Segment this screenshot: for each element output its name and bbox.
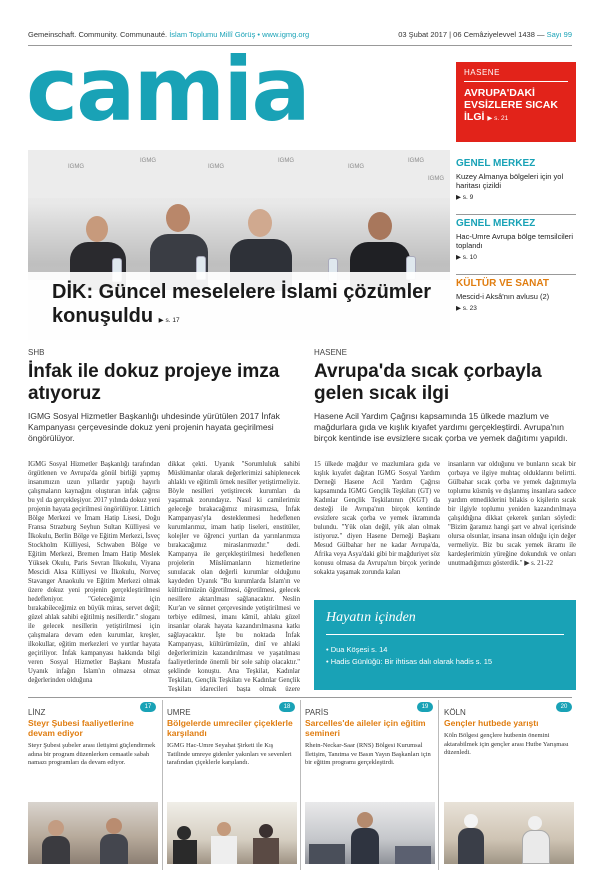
camia-logo: camia bbox=[26, 38, 309, 141]
teaser-sidebar bbox=[456, 155, 576, 335]
issue-info bbox=[398, 30, 572, 39]
umre-photo[interactable] bbox=[167, 802, 297, 864]
teaser-headline: Gençler hutbede yarıştı bbox=[444, 718, 539, 728]
teaser-section: KÜLTÜR VE SANAT bbox=[456, 278, 549, 289]
hasene-body-col2: insanların var olduğunu ve bunların sıcak bir çorbaya ve ilgiye muhtaç olduklarını belirtti. Gülbahar sıcak çorba ve yemek dağıtımıyla toplumu küsmüş ve dışlanmış insanlara sadece yardım etmediklerini bilakis o kişilerin sıcak bir ilgiyle toplumu yeniden kazandırılmaya çalışıldığına dikkat çekerek şunları söyledi: "Bizim ğaramız hangi şart ve ahval içerisinde olursa olsunlar, insana insan olduğu için değer vermeliyiz. Biz bu sıcak yemek ikramı ile kardeşlerimizin yüreğine dokunduk ve onları unutmadığımızı gösterdik." ▶ s. 21-22 bbox=[448, 461, 576, 567]
backdrop-logo: IGMG bbox=[140, 158, 156, 164]
article-headline[interactable]: Avrupa'da sıcak çorbayla gelen sıcak ilgi bbox=[314, 361, 542, 404]
teaser-item[interactable] bbox=[456, 155, 576, 215]
page-badge: 17 bbox=[140, 702, 156, 712]
masthead-tagline: Gemeinschaft. Community. Communauté. İslam Toplumu Millî Görüş • www.igmg.org bbox=[28, 30, 310, 39]
article-section: SHB bbox=[28, 348, 45, 357]
org-link[interactable]: İslam Toplumu Millî Görüş • www.igmg.org bbox=[169, 30, 310, 39]
backdrop-logo: IGMG bbox=[68, 164, 84, 170]
page-badge: 19 bbox=[417, 702, 433, 712]
teaser-location: PARİS bbox=[305, 708, 329, 717]
hasene-promo-box[interactable] bbox=[456, 62, 576, 142]
conference-backdrop bbox=[28, 150, 450, 198]
teaser-section: GENEL MERKEZ bbox=[456, 158, 536, 169]
teaser-text: IGMG Hac-Umre Seyahat Şirketi ile Kış Tatilinde umreye gidenler yakınları ve sevenleri tarafından çiçeklerle karşılandı. bbox=[167, 742, 292, 766]
backdrop-logo: IGMG bbox=[428, 176, 444, 182]
backdrop-logo: IGMG bbox=[348, 164, 364, 170]
infak-body-col2: dikkat çekti. Uyanık "Sorumluluk sahibi Müslümanlar olarak değerlerimizi sahiplenecek ahlaklı ve eğitimli örnek nesiller yetiştirmeliyiz. Böyle nesilleri yetiştirecek kurumları da yaşatmak zorundayız. Nasıl ki camilerimiz geleceğe bırakacağımız mirasımızsa, İnfak Kampanyası'yla desteklenmesi hedeflenen kurumlarımız, imam hatip liseleri, enstitüler, kolejler ve öğrenci yurtları da yarınlarımıza bırakacağımız miraslarımızdır." dedi. Kampanya ile gerçekleştirilmesi hedeflenen projelerin Müslümanların hizmetlerine sunulacak olan değerli kurumlar olduğunu kaydeden Uyanık "Bu kurumlarda İslam'ın ve kültürümüzün öğretilmesi, öğretilmesi, gelecek nesillere aktarılması sağlanacaktır. Neslin Kur'an ve sünnet çerçevesinde yetiştirilmesi ve terbiye edilmesi, imanı kâmil, ahlakı güzel insanlar olarak hayata kazandırılmasına katkı sağlayacaktır. İşte bu noktada İnfak Kampanyası, kültürümüzün, dinî ve ahlaki değerlerimizin kazandırılması ve yaşatılması faaliyetlerinde önemli bir sole sahip olacaktır." şeklinde konuştu. Ana Teşkilat, Kadınlar Teşkilatı, Gençlik Teşkilatı ve Kadınlar Gençlik Teşkilatı idarecileri başta olmak üzere bbox=[168, 461, 300, 692]
promo-divider bbox=[464, 81, 568, 82]
column-divider bbox=[300, 700, 301, 870]
issue-number: Sayı 99 bbox=[546, 30, 572, 39]
box-list bbox=[326, 645, 564, 666]
article-section: HASENE bbox=[314, 348, 347, 357]
box-list-item[interactable]: • Hadis Günlüğü: Bir ihtisas dalı olarak hadis s. 15 bbox=[326, 657, 493, 666]
teaser-text: Kuzey Almanya bölgeleri için yol haritası çizildi bbox=[456, 172, 564, 190]
teaser-item[interactable] bbox=[456, 215, 576, 275]
article-lede: Hasene Acil Yardım Çağrısı kapsamında 15 ülkede mazlum ve mağdurlara gıda ve kışlık kıyafet yardımı gerçekleştirdi. Avrupa'nın birçok kentinde ise evsizlere sıcak çorba ve yemek dağıtımı yapıldı. bbox=[314, 411, 568, 443]
infak-body-col1: IGMG Sosyal Hizmetler Başkanlığı tarafından örgütlenen ve Avrupa'da gönül birliği yapmış insanımızın uzun yıllardır yaptığı hayırlı çalışmaların kaynağını oluşturan infak çağrısı bu yıl da gerçekleşiyor. 2017 yılında dokuz yeni projenin hayata geçirilmesi öngörülüyor. Lüttich Bölge Merkezi ve İmam Hatip Lisesi, Doğu Fransa Strazburg Seyhun Sultan Külliyesi ve İlkokulu, Berlin Bölge ve Eğitim Merkezi, İsveç Stockholm Külliyesi, Schwaben Bölge ve Eğitim Merkezi, Bremen İmam Hatip Meslek Yüksek Okulu, Paris Sevran İlkokulu, Viyana Mescidi Aksa Külliyesi ve İlkokulu, Norveç Stavanger Anaokulu ve Eğitim Merkezi olmak üzere dokuz yeni projenin gerçekleştirilmesi hedefleniyor. "Geleceğimiz için bırakabileceğimiz en büyük miras, servet değil; güzel ahlak sahibi eğitilmiş nesillerdir." sloganı ile gelecek nesillerin yetiştirilmesi için çalışmalara devam eden kurumlar, kreşler, ilkokullar, eğitim merkezleri ve yurtlar hayata geçiriliyor. İnfak kampanyası hakkında bilgi veren Sosyal Hizmetler Başkanı Mustafa Uyanık infağın İslam'ın olmazsa olmaz değerlerinden olduğuna bbox=[28, 461, 160, 684]
issue-date: 03 Şubat 2017 bbox=[398, 30, 448, 39]
teaser-location: LİNZ bbox=[28, 708, 46, 717]
issue-hijri: | 06 Cemâziyelevvel 1438 — bbox=[449, 30, 545, 39]
teaser-location: KÖLN bbox=[444, 708, 466, 717]
teaser-headline: Steyr Şubesi faaliyetlerine devam ediyor bbox=[28, 718, 134, 738]
column-divider bbox=[162, 700, 163, 870]
promo-section: HASENE bbox=[464, 68, 500, 77]
teaser-page-ref: ▶ s. 23 bbox=[456, 305, 477, 312]
page-badge: 18 bbox=[279, 702, 295, 712]
teaser-text: Rhein-Neckar-Saar (RNS) Bölgesi Kurumsal İletişim, Tanıtma ve Basın Yayın Başkanları için bir eğitim programı gerçekleştirdi. bbox=[305, 742, 431, 766]
regional-teaser[interactable] bbox=[28, 702, 158, 768]
koln-photo[interactable] bbox=[444, 802, 574, 864]
teaser-item[interactable] bbox=[456, 275, 576, 335]
teaser-headline: Sarcelles'de aileler için eğitim semineri bbox=[305, 718, 426, 738]
backdrop-logo: IGMG bbox=[208, 164, 224, 170]
box-list-item[interactable]: • Dua Köşesi s. 14 bbox=[326, 645, 388, 654]
promo-page-ref: ▶ s. 21 bbox=[487, 115, 509, 122]
teaser-headline: Bölgelerde umreciler çiçeklerle karşılandı bbox=[167, 718, 293, 738]
teaser-page-ref: ▶ s. 10 bbox=[456, 254, 477, 261]
hayatin-icinden-box bbox=[314, 600, 576, 690]
backdrop-logo: IGMG bbox=[278, 158, 294, 164]
linz-photo[interactable] bbox=[28, 802, 158, 864]
teaser-location: UMRE bbox=[167, 708, 191, 717]
infak-article-header bbox=[28, 348, 298, 444]
lead-photo[interactable] bbox=[28, 150, 450, 340]
hasene-body-col1: 15 ülkede mağdur ve mazlumlara gıda ve kışlık kıyafet dağıtan IGMG Sosyal Yardım Derneği Hasene Acil Yardım Çağrısı kapsamında IGMG Gençlik Teşkilatı (GT) ve Kadınlar Gençlik Teşkilatının (KGT) da desteği ile Avrupa'nın birçok kentinde evsizlere sıcak çorba ve yemek ikramında bulundu. "Yük olan değil, yük alan olmak istiyoruz." diyen Hasene Derneği Başkanı Mesud Gülbahar her ne kadar Avrupa'da, Afrika veya Asya'daki gibi bir mağduriyet söz konusu olmasa da Avrupa'nın birçok yerinde sokakta yaşamak zorunda kalan bbox=[314, 461, 440, 576]
teaser-text: Mescid-i Aksâ'nın avlusu (2) bbox=[456, 292, 550, 301]
teaser-text: Steyr Şubesi şubeler arası iletişimi güçlendirmek adına bir program düzenlerken cemaatle sabah namazı programları da devam ediyor. bbox=[28, 742, 156, 766]
bottom-rule bbox=[28, 697, 572, 698]
page-badge: 20 bbox=[556, 702, 572, 712]
regional-teaser[interactable] bbox=[305, 702, 435, 768]
promo-headline: AVRUPA'DAKİ EVSİZLERE SICAK İLGİ ▶ s. 21 bbox=[464, 87, 558, 123]
box-title: Hayatın içinden bbox=[326, 610, 416, 625]
lead-page-ref: ▶ s. 17 bbox=[158, 317, 180, 324]
regional-teaser[interactable] bbox=[444, 702, 574, 758]
teaser-section: GENEL MERKEZ bbox=[456, 218, 536, 229]
article-headline[interactable]: İnfak ile dokuz projeye imza atıyoruz bbox=[28, 361, 280, 404]
teaser-page-ref: ▶ s. 9 bbox=[456, 194, 474, 201]
hasene-article-header bbox=[314, 348, 576, 444]
teaser-text: Hac-Umre Avrupa bölge temsilcileri toplandı bbox=[456, 232, 573, 250]
paris-photo[interactable] bbox=[305, 802, 435, 864]
box-divider bbox=[326, 634, 564, 635]
regional-teaser[interactable] bbox=[167, 702, 297, 768]
article-lede: IGMG Sosyal Hizmetler Başkanlığı uhdesinde yürütülen 2017 İnfak Kampanyası çerçevesinde dokuz yeni projenin hayata geçirilmesi öngörülüyor. bbox=[28, 411, 280, 443]
lead-headline[interactable]: DİK: Güncel meselelere İslami çözümler konuşuldu ▶ s. 17 bbox=[52, 281, 432, 327]
backdrop-logo: IGMG bbox=[408, 158, 424, 164]
column-divider bbox=[438, 700, 439, 870]
teaser-text: Köln Bölgesi gençlere hutbenin önemini aktarabilmek için gençler arası Hutbe Yarışması düzenledi. bbox=[444, 732, 569, 756]
